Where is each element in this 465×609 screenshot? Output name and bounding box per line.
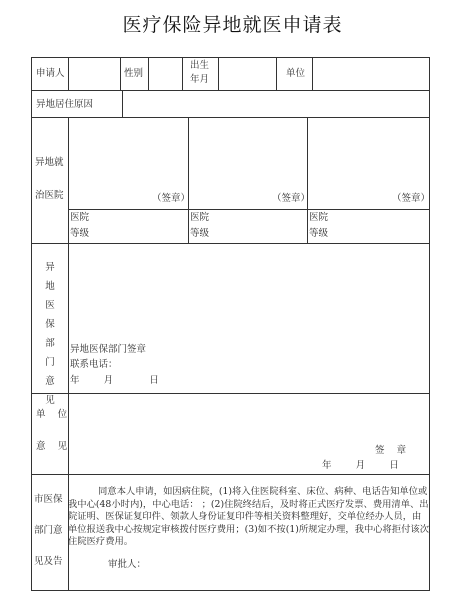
- city-label-line1: 市医保: [34, 494, 63, 505]
- reason-label: 异地居住原因: [36, 99, 94, 110]
- hospital-1-seal: （签章）: [152, 193, 191, 204]
- dept-label-vertical: 异 地 医 保 部 门 意 见: [45, 262, 55, 406]
- hospital-label-line1: 异地就: [35, 157, 64, 168]
- hospital-1-grade-label: 等级: [70, 228, 90, 239]
- city-notice-text: 同意本人申请，如因病住院，(1)将入住医院科室、床位、病种、电话告知单位或我中心(48小时内)，中心电话： ；(2)住院终结后，及时将正式医疗发票、费用清单、出院证明、医保证复印件、领款人身份证复印件等相关资料整理好，交单位经办人员，由单位报送我中心按规定审核拨付医疗费用；(3)如不按(1)所规定办理，我中心将拒付该次住院医疗费用。: [68, 486, 430, 547]
- approver-label: 审批人：: [108, 559, 147, 570]
- hospital-3-name-label: 医院: [309, 212, 329, 223]
- dept-date-line: 年 月 日: [70, 375, 159, 386]
- hospital-3-grade-label: 等级: [309, 228, 329, 239]
- city-label-line2: 部门意: [34, 525, 63, 536]
- birth-label-line1: 出生: [190, 60, 210, 71]
- applicant-label: 申请人: [36, 68, 65, 79]
- hospital-label-line2: 治医院: [35, 190, 64, 201]
- dept-phone-line: 联系电话：: [70, 359, 118, 370]
- dept-seal-line: 异地医保部门签章: [70, 344, 147, 355]
- form-title: 医疗保险异地就医申请表: [122, 14, 343, 36]
- city-label-line3: 见及告: [34, 556, 63, 567]
- hospital-2-name-label: 医院: [190, 212, 210, 223]
- unit-seal-label: 签 章: [375, 445, 407, 456]
- hospital-2-grade-label: 等级: [190, 228, 210, 239]
- unit-opinion-label-line2: 意 见: [36, 441, 68, 452]
- hospital-3-seal: （签章）: [392, 193, 431, 204]
- unit-date-line: 年 月 日: [322, 460, 399, 471]
- birth-label-line2: 年月: [190, 74, 210, 85]
- hospital-2-seal: （签章）: [272, 193, 311, 204]
- gender-label: 性别: [124, 68, 144, 79]
- hospital-1-name-label: 医院: [70, 212, 90, 223]
- unit-opinion-label-line1: 单 位: [36, 409, 68, 420]
- unit-label: 单位: [286, 68, 306, 79]
